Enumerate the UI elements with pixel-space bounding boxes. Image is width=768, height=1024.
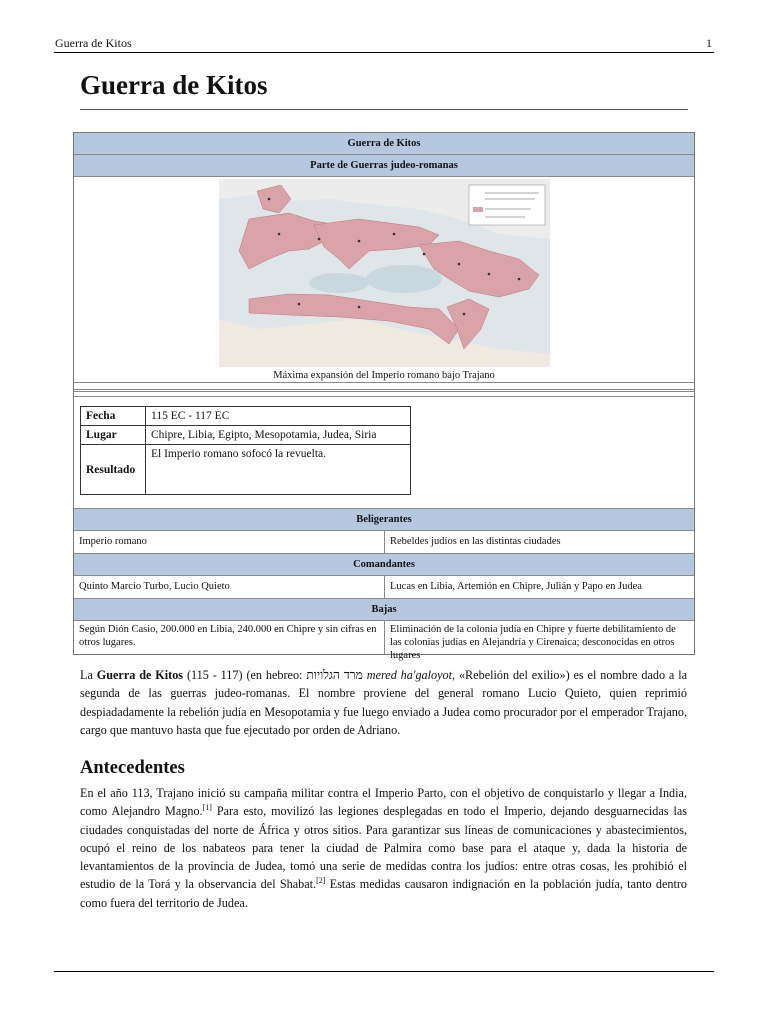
title-divider	[80, 109, 688, 110]
fact-row-lugar	[81, 426, 411, 445]
infobox-title: Guerra de Kitos	[74, 133, 694, 155]
fact-value: Chipre, Libia, Egipto, Mesopotamia, Judea, Siria	[146, 426, 411, 445]
commanders-rome: Quinto Marcio Turbo, Lucio Quieto	[79, 581, 230, 592]
belligerent-rome: Imperio romano	[79, 536, 147, 547]
facts-table	[80, 406, 411, 495]
roman-empire-map-image[interactable]	[219, 179, 550, 367]
section-text: Para esto, movilizó las legiones desplegadas en todo el Imperio, dejando desguarnecidas las ciudades conquistadas del norte de África y otros sitios. Para garantizar sus líneas de comunicaciones y abastecimientos, ocupó el reino de los nabateos para tener la ciudad de Palmira como base para el ataque y, dada la historia de levantamientos de la provincia de Judea, tomó una serie de medidas contra los judíos: entre otras cosas, les prohibió el estudio de la Torá y la observancia del Shabat.	[80, 804, 687, 892]
intro-transliteration: mered ha'galoyot	[366, 668, 453, 682]
fact-row-resultado	[81, 445, 411, 495]
casualties-rome-side: Según Dión Casio, 200.000 en Libia, 240.000 en Chipre y sin cifras en otros lugares.	[79, 624, 377, 648]
running-header-title: Guerra de Kitos	[55, 36, 132, 50]
belligerent-rebels: Rebeldes judíos en las distintas ciudades	[384, 531, 694, 553]
page-number: 1	[706, 36, 712, 50]
citation-link-2[interactable]: [2]	[316, 876, 326, 886]
citation-link-1[interactable]: [1]	[202, 803, 212, 813]
intro-text: (115 - 117) (en hebreo:	[183, 668, 307, 682]
fact-value: 115 EC - 117 EC	[146, 407, 411, 426]
fact-row-fecha	[81, 407, 411, 426]
infobox-map-cell	[74, 177, 694, 383]
fact-label: Lugar	[81, 426, 146, 445]
intro-bold-term: Guerra de Kitos	[96, 668, 184, 682]
intro-text: La	[80, 668, 97, 682]
header-divider	[54, 52, 714, 53]
footer-divider	[54, 971, 714, 972]
belligerents-row	[74, 531, 694, 554]
fact-label: Resultado	[81, 445, 146, 495]
page-title: Guerra de Kitos	[80, 70, 268, 100]
intro-text: , «Rebelión del exilio») es el nombre dado a la segunda de las guerras judeo-romanas. El nombre proviene del general romano Lucio Quieto, quien reprimió despiadadamente la rebelión judía en Mesopotamia y fue luego enviado a Judea como procurador por el emperador Trajano, cargo que mantuvo hasta que fue ejecutado por orden de Adriano.	[80, 668, 688, 737]
commanders-row	[74, 576, 694, 599]
commanders-rebels: Lucas en Libia, Artemión en Chipre, Julián y Papo en Judea	[384, 576, 694, 598]
belligerents-header: Beligerantes	[74, 509, 694, 531]
infobox-divider	[74, 383, 694, 392]
casualties-header: Bajas	[74, 599, 694, 621]
map-caption: Máxima expansión del Imperio romano bajo Trajano	[273, 370, 495, 381]
casualties-row	[74, 621, 694, 661]
infobox	[73, 132, 695, 661]
infobox-subtitle: Parte de Guerras judeo-romanas	[74, 155, 694, 177]
section-text: Estas medidas causaron indignación en la población judía, tanto dentro como fuera del territorio de Judea.	[80, 877, 687, 910]
section-paragraph	[80, 784, 687, 912]
intro-hebrew-term: מרד הגלויות	[306, 668, 363, 682]
intro-paragraph	[80, 666, 687, 739]
fact-value: El Imperio romano sofocó la revuelta.	[146, 445, 411, 495]
casualties-jewish-side: Eliminación de la colonia judía en Chipre y fuerte debilitamiento de las colonias judías en Alejandría y Cirenaica; desconocidas en otros lugares	[384, 621, 694, 654]
section-text: En el año 113, Trajano inició su campaña militar contra el Imperio Parto, con el objetivo de conquistarlo y llegar a India, como Alejandro Magno.	[80, 786, 687, 819]
section-heading: Antecedentes	[80, 758, 185, 778]
commanders-header: Comandantes	[74, 554, 694, 576]
fact-label: Fecha	[81, 407, 146, 426]
infobox-facts-cell	[74, 396, 694, 509]
